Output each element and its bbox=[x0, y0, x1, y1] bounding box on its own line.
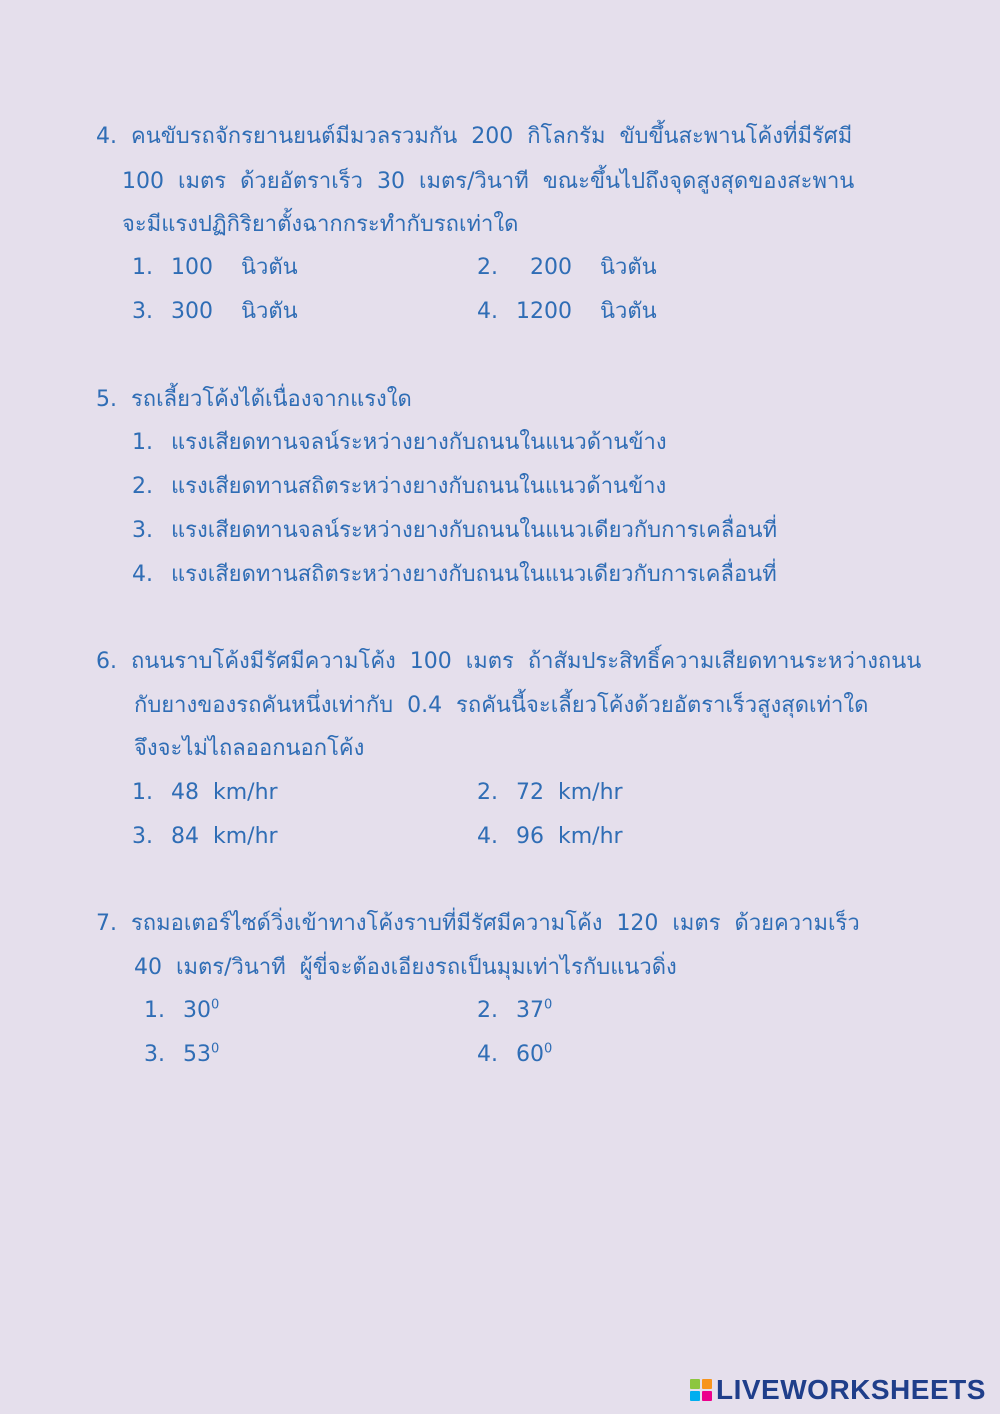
option-value: 30 bbox=[183, 998, 211, 1023]
option-text: 84 km/hr bbox=[171, 824, 278, 849]
option-number: 4. bbox=[477, 1042, 498, 1067]
q6-option-1[interactable] bbox=[132, 778, 278, 808]
option-text: แรงเสียดทานสถิตระหว่างยางกับถนนในแนวด้านข้าง bbox=[171, 474, 667, 499]
option-text: แรงเสียดทานจลน์ระหว่างยางกับถนนในแนวเดียวกับการเคลื่อนที่ bbox=[171, 518, 778, 543]
question-6-line-1: 6. ถนนราบโค้งมีรัศมีความโค้ง 100 เมตร ถ้าสัมประสิทธิ์ความเสียดทานระหว่างถนน bbox=[96, 649, 922, 674]
option-number: 1. bbox=[132, 430, 153, 455]
degree-superscript: 0 bbox=[544, 997, 553, 1013]
option-text bbox=[516, 996, 552, 1026]
degree-superscript: 0 bbox=[544, 1041, 553, 1057]
option-text: แรงเสียดทานสถิตระหว่างยางกับถนนในแนวเดียวกับการเคลื่อนที่ bbox=[171, 562, 777, 587]
degree-superscript: 0 bbox=[211, 1041, 220, 1057]
question-4-line-1: 4. คนขับรถจักรยานยนต์มีมวลรวมกัน 200 กิโลกรัม ขับขึ้นสะพานโค้งที่มีรัศมี bbox=[96, 124, 853, 149]
option-number: 3. bbox=[144, 1042, 165, 1067]
brand-name: LIVEWORKSHEETS bbox=[716, 1374, 986, 1405]
option-number: 2. bbox=[477, 255, 498, 280]
option-number: 3. bbox=[132, 299, 153, 324]
option-text: 96 km/hr bbox=[516, 824, 623, 849]
q7-option-1[interactable] bbox=[144, 996, 219, 1026]
option-number: 4. bbox=[477, 824, 498, 849]
question-6-line-2: กับยางของรถคันหนึ่งเท่ากับ 0.4 รถคันนี้จะเลี้ยวโค้งด้วยอัตราเร็วสูงสุดเท่าใด bbox=[134, 693, 869, 718]
option-number: 2. bbox=[132, 474, 153, 499]
logo-square-blue bbox=[690, 1391, 700, 1401]
option-value: 53 bbox=[183, 1042, 211, 1067]
question-6-line-3: จึงจะไม่ไถลออกนอกโค้ง bbox=[134, 736, 365, 761]
option-text: 200 นิวตัน bbox=[516, 255, 657, 280]
option-number: 1. bbox=[132, 255, 153, 280]
option-text: 72 km/hr bbox=[516, 780, 623, 805]
q7-option-3[interactable] bbox=[144, 1040, 219, 1070]
option-number: 1. bbox=[144, 998, 165, 1023]
q6-option-2[interactable] bbox=[477, 778, 623, 808]
option-text: 48 km/hr bbox=[171, 780, 278, 805]
logo-square-orange bbox=[702, 1379, 712, 1389]
option-text: 300 นิวตัน bbox=[171, 299, 298, 324]
q4-option-2[interactable] bbox=[477, 253, 657, 283]
question-4-line-2: 100 เมตร ด้วยอัตราเร็ว 30 เมตร/วินาที ขณะขึ้นไปถึงจุดสูงสุดของสะพาน bbox=[122, 169, 855, 194]
option-text: 1200 นิวตัน bbox=[516, 299, 657, 324]
question-4-line-3: จะมีแรงปฏิกิริยาตั้งฉากกระทำกับรถเท่าใด bbox=[122, 212, 519, 237]
q5-option-1[interactable] bbox=[132, 428, 667, 458]
option-text: แรงเสียดทานจลน์ระหว่างยางกับถนนในแนวด้านข้าง bbox=[171, 430, 667, 455]
q4-option-1[interactable] bbox=[132, 253, 298, 283]
q5-option-4[interactable] bbox=[132, 560, 777, 590]
option-number: 2. bbox=[477, 998, 498, 1023]
q6-option-4[interactable] bbox=[477, 822, 623, 852]
question-5-line-1: 5. รถเลี้ยวโค้งได้เนื่องจากแรงใด bbox=[96, 387, 412, 412]
q7-option-4[interactable] bbox=[477, 1040, 552, 1070]
option-number: 2. bbox=[477, 780, 498, 805]
option-text bbox=[183, 996, 219, 1026]
liveworksheets-logo-icon bbox=[690, 1379, 712, 1401]
q6-option-3[interactable] bbox=[132, 822, 278, 852]
liveworksheets-brand[interactable] bbox=[690, 1372, 986, 1408]
option-text bbox=[516, 1040, 552, 1070]
option-value: 60 bbox=[516, 1042, 544, 1067]
q7-option-2[interactable] bbox=[477, 996, 552, 1026]
logo-square-green bbox=[690, 1379, 700, 1389]
option-number: 3. bbox=[132, 518, 153, 543]
question-7-line-2: 40 เมตร/วินาที ผู้ขี่จะต้องเอียงรถเป็นมุมเท่าไรกับแนวดิ่ง bbox=[134, 955, 677, 980]
question-7-line-1: 7. รถมอเตอร์ไซด์วิ่งเข้าทางโค้งราบที่มีรัศมีความโค้ง 120 เมตร ด้วยความเร็ว bbox=[96, 911, 860, 936]
q5-option-3[interactable] bbox=[132, 516, 777, 546]
degree-superscript: 0 bbox=[211, 997, 220, 1013]
option-number: 1. bbox=[132, 780, 153, 805]
option-value: 37 bbox=[516, 998, 544, 1023]
option-number: 4. bbox=[477, 299, 498, 324]
option-number: 3. bbox=[132, 824, 153, 849]
logo-square-pink bbox=[702, 1391, 712, 1401]
option-text: 100 นิวตัน bbox=[171, 255, 298, 280]
q4-option-4[interactable] bbox=[477, 297, 657, 327]
option-text bbox=[183, 1040, 219, 1070]
option-number: 4. bbox=[132, 562, 153, 587]
q4-option-3[interactable] bbox=[132, 297, 298, 327]
q5-option-2[interactable] bbox=[132, 472, 666, 502]
